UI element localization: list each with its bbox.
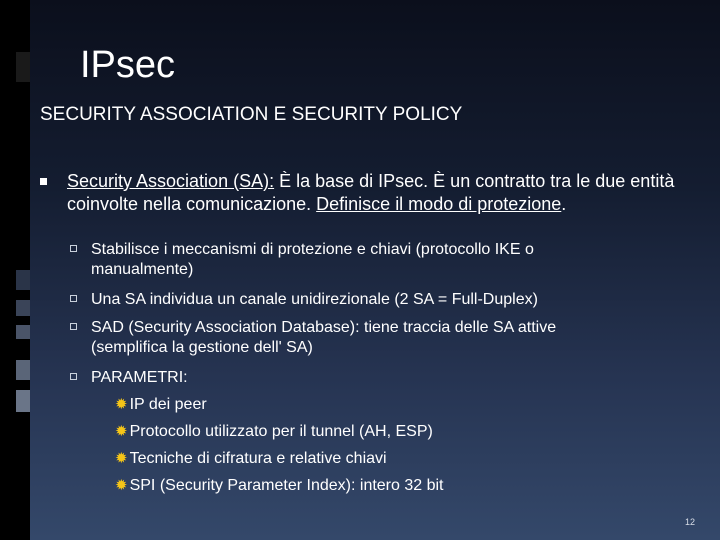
- page-number: 12: [685, 517, 696, 527]
- sidebar-block-4: [16, 360, 30, 380]
- main-bullet-end: .: [561, 194, 567, 214]
- sunburst-bullet-icon: ✹: [115, 450, 128, 467]
- sunburst-bullet-icon: ✹: [115, 396, 128, 413]
- sidebar-block-1: [16, 270, 30, 290]
- sunburst-bullet-icon: ✹: [115, 423, 128, 440]
- sub-bullet-text: SAD (Security Association Database): tiene traccia delle SA attive (semplifica la gestione dell' SA): [91, 319, 557, 356]
- slide-title: IPsec: [80, 44, 176, 86]
- sub-bullet-text: Una SA individua un canale unidirezionale (2 SA = Full-Duplex): [91, 291, 538, 308]
- parameter-text: Protocollo utilizzato per il tunnel (AH, ESP): [129, 423, 433, 440]
- sidebar-block-3: [16, 325, 30, 339]
- parameter-text: Tecniche di cifratura e relative chiavi: [129, 450, 387, 467]
- slide-subtitle: SECURITY ASSOCIATION E SECURITY POLICY: [40, 104, 463, 125]
- parameter-text: SPI (Security Parameter Index): intero 32 bit: [129, 477, 444, 494]
- sidebar-block-black: [16, 52, 30, 82]
- parameter-item: [115, 395, 207, 415]
- sub-bullet-item: [70, 318, 630, 358]
- hollow-square-bullet-icon: [70, 245, 77, 252]
- left-sidebar-strip: [0, 0, 30, 540]
- parameter-item: [115, 476, 444, 496]
- sidebar-block-5: [16, 390, 30, 412]
- parameter-text: IP dei peer: [129, 396, 207, 413]
- sub-bullet-item: [70, 240, 630, 280]
- sub-bullet-item: [70, 368, 630, 388]
- sunburst-bullet-icon: ✹: [115, 477, 128, 494]
- parameter-item: [115, 449, 387, 469]
- parameter-item: [115, 422, 433, 442]
- main-bullet-text: [67, 170, 700, 216]
- sub-bullet-text: PARAMETRI:: [91, 369, 188, 386]
- hollow-square-bullet-icon: [70, 323, 77, 330]
- main-bullet-item: [40, 170, 700, 216]
- sub-bullet-item: [70, 290, 630, 310]
- hollow-square-bullet-icon: [70, 373, 77, 380]
- sa-definition-link[interactable]: Security Association (SA):: [67, 171, 275, 191]
- sub-bullet-text: Stabilisce i meccanismi di protezione e chiavi (protocollo IKE o manualmente): [91, 241, 534, 278]
- hollow-square-bullet-icon: [70, 295, 77, 302]
- main-bullet-underlined-tail: Definisce il modo di protezione: [316, 194, 562, 214]
- square-bullet-icon: [40, 178, 47, 185]
- sidebar-block-2: [16, 300, 30, 316]
- main-bullet-body: È la base di IPsec. È un contratto tra le due entità coinvolte nella comunicazione.: [67, 171, 675, 214]
